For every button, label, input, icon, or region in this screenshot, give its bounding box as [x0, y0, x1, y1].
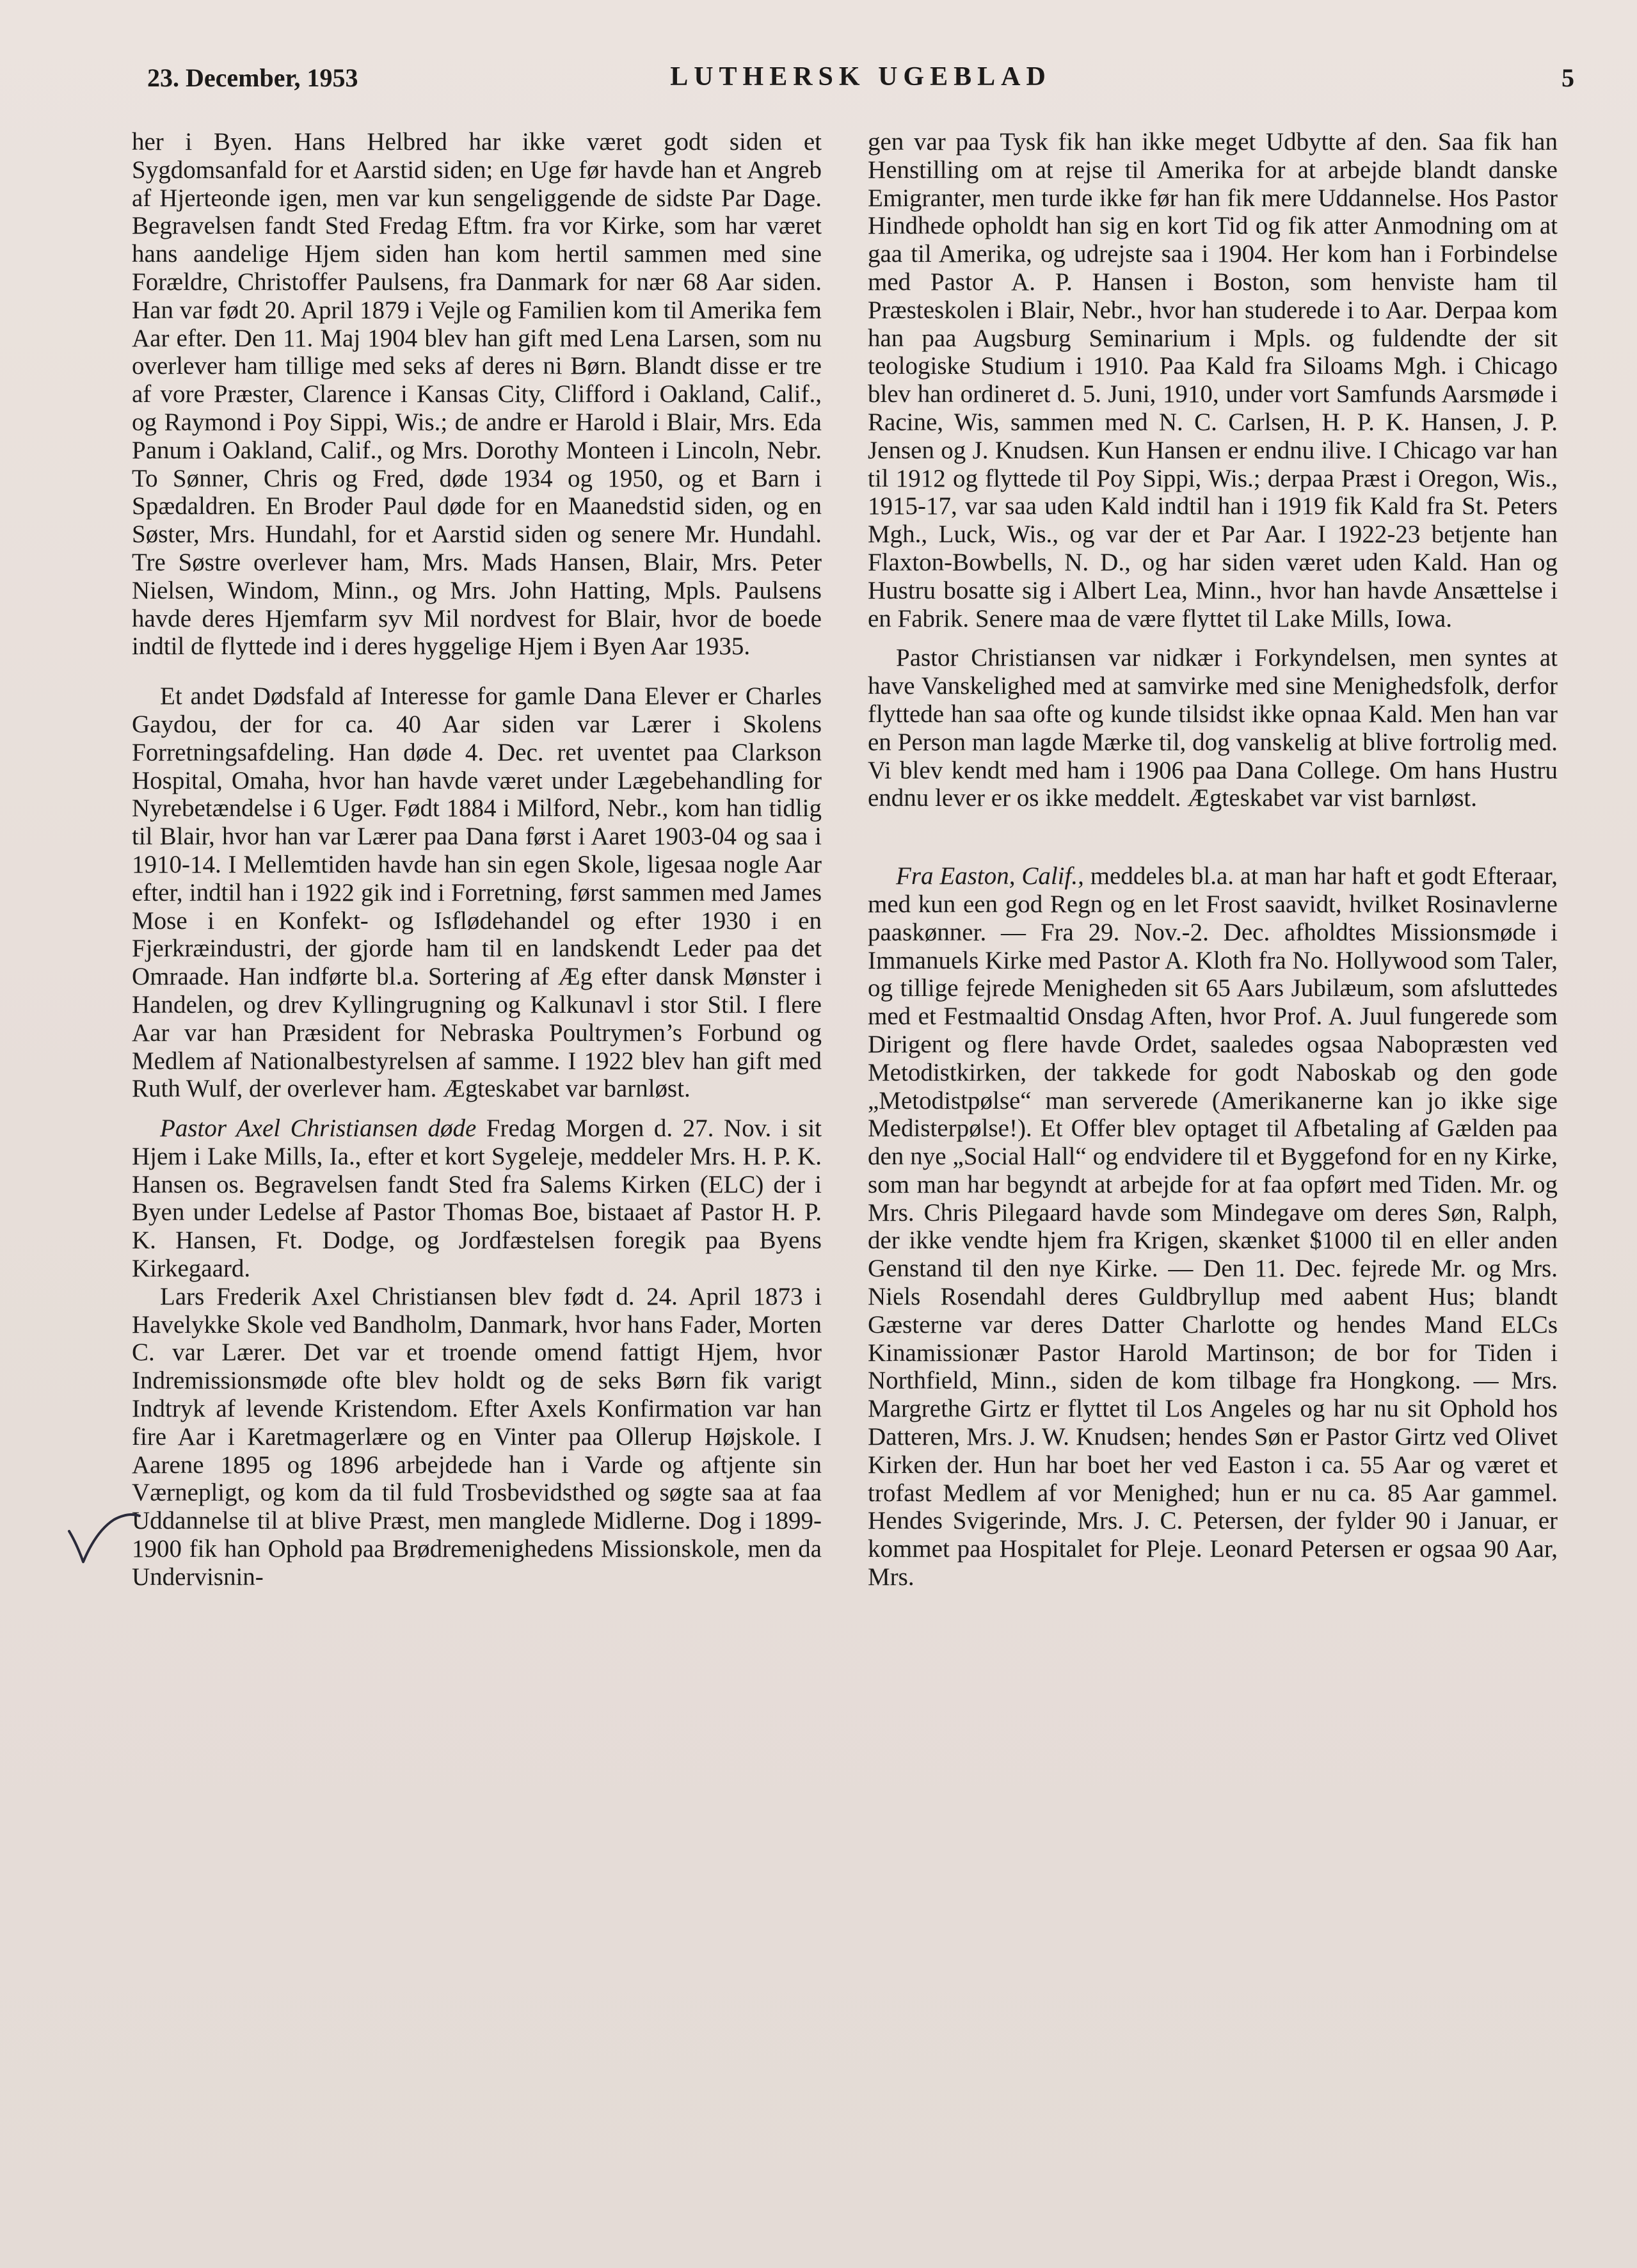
christiansen-character: Pastor Christiansen var nidkær i Forkyndelsen, men syntes at have Vanskelighed med at samvirke med sine Menighedsfolk, derfor flyttede han saa ofte og kunde tilsidst ikke opnaa Kald. Men han var en Person man lagde Mærke til, dog vanskelig at blive fortrolig med. Vi blev kendt med ham i 1906 paa Dana College. Om hans Hustru endnu lever er os ikke meddelt. Ægteskabet var vist barnløst.	[868, 644, 1558, 812]
handwritten-check-mark-icon	[64, 1506, 144, 1566]
gaydou-obituary: Et andet Dødsfald af Interesse for gamle Dana Elever er Charles Gaydou, der for ca. 40 Aar siden var Lærer i Skolens Forretningsafdeling. Han døde 4. Dec. ret uventet paa Clarkson Hospital, Omaha, hvor han havde været under Lægebehandling for Nyrebetændelse i 6 Uger. Født 1884 i Milford, Nebr., kom han tidlig til Blair, hvor han var Lærer paa Dana først i Aaret 1903-04 og saa i 1910-14. I Mellemtiden havde han sin egen Skole, ligesaa nogle Aar efter, indtil han i 1922 gik ind i Forretning, først sammen med James Mose i en Konfekt- og Isflødehandel og efter 1930 i en Fjerkræindustri, der gjorde ham til en landskendt Leder paa det Omraade. Han indførte bl.a. Sortering af Æg efter dansk Mønster i Handelen, og drev Kyllingrugning og Kalkunavl i stor Stil. I flere Aar var han Præsident for Nebraska Poultrymen’s Forbund og Medlem af Nationalbestyrelsen af samme. I 1922 blev han gift med Ruth Wulf, der overlever ham. Ægteskabet var barnløst.	[132, 682, 822, 1103]
issue-date: 23. December, 1953	[147, 63, 358, 92]
right-column	[868, 128, 1558, 1591]
left-column	[132, 128, 822, 1591]
page-number: 5	[1561, 63, 1574, 92]
easton-news	[868, 862, 1558, 1591]
christiansen-death-notice	[132, 1114, 822, 1283]
christiansen-notice-text: Fredag Morgen d. 27. Nov. i sit Hjem i Lake Mills, Ia., efter et kort Sygeleje, meddeler Mrs. H. P. K. Hansen os. Begravelsen fandt Sted fra Salems Kirken (ELC) der i Byen under Ledelse af Pastor Thomas Boe, bistaaet af Pastor H. P. K. Hansen, Ft. Dodge, og Jordfæstelsen foregik paa Byens Kirkegaard.	[132, 1114, 822, 1283]
easton-lead-text: Fra Easton, Calif.,	[896, 862, 1084, 890]
paulsen-obituary-continued: her i Byen. Hans Helbred har ikke været godt siden et Sygdomsanfald for et Aarstid siden; en Uge før havde han et Angreb af Hjerteonde igen, men var kun sengeliggende de sidste Par Dage. Begravelsen fandt Sted Fredag Eftm. fra vor Kirke, som har været hans aandelige Hjem siden han kom hertil sammen med sine Forældre, Christoffer Paulsens, fra Danmark for nær 68 Aar siden. Han var født 20. April 1879 i Vejle og Familien kom til Amerika fem Aar efter. Den 11. Maj 1904 blev han gift med Lena Larsen, som nu overlever ham tillige med seks af deres ni Børn. Blandt disse er tre af vore Præster, Clarence i Kansas City, Clifford i Oakland, Calif., og Raymond i Poy Sippi, Wis.; de andre er Harold i Blair, Mrs. Eda Panum i Oakland, Calif., og Mrs. Dorothy Monteen i Lincoln, Nebr. To Sønner, Chris og Fred, døde 1934 og 1950, og et Barn i Spædaldren. En Broder Paul døde for en Maanedstid siden, og en Søster, Mrs. Hundahl, for et Aarstid siden og senere Mr. Hundahl. Tre Søstre overlever ham, Mrs. Mads Hansen, Blair, Mrs. Peter Nielsen, Windom, Minn., og Mrs. John Hatting, Mpls. Paulsens havde deres Hjemfarm syv Mil nordvest for Blair, hvor de boede indtil de flyttede ind i deres hyggelige Hjem i Byen Aar 1935.	[132, 128, 822, 661]
christiansen-biography-continued: gen var paa Tysk fik han ikke meget Udbytte af den. Saa fik han Henstilling om at rejse til Amerika for at arbejde blandt danske Emigranter, men turde ikke før han fik mere Uddannelse. Hos Pastor Hindhede opholdt han sig en kort Tid og fik atter Anmodning om at gaa til Amerika, og udrejste saa i 1904. Her kom han i Forbindelse med Pastor A. P. Hansen i Boston, som henviste ham til Præsteskolen i Blair, Nebr., hvor han studerede i to Aar. Derpaa kom han paa Augsburg Seminarium i Mpls. og fuldendte der sit teologiske Studium i 1910. Paa Kald fra Siloams Mgh. i Chicago blev han ordineret d. 5. Juni, 1910, under vort Samfunds Aarsmøde i Racine, Wis, sammen med N. C. Carlsen, H. P. K. Hansen, J. P. Jensen og J. Knudsen. Kun Hansen er endnu ilive. I Chicago var han til 1912 og flyttede til Poy Sippi, Wis.; derpaa Præst i Oregon, Wis., 1915-17, var saa uden Kald indtil han i 1919 fik Kald fra St. Peters Mgh., Luck, Wis., og var der et Par Aar. I 1922-23 betjente han Flaxton-Bowbells, N. D., og har siden været uden Kald. Han og Hustru bosatte sig i Albert Lea, Minn., hvor han havde Ansættelse i en Fabrik. Senere maa de være flyttet til Lake Mills, Iowa.	[868, 128, 1558, 632]
easton-news-text: meddeles bl.a. at man har haft et godt Efteraar, med kun een god Regn og en let Frost saavidt, hvilket Rosinavlerne paaskønner. — Fra 29. Nov.-2. Dec. afholdtes Missionsmøde i Immanuels Kirke med Pastor A. Kloth fra No. Hollywood som Taler, og tillige fejrede Menigheden sit 65 Aars Jubilæum, som afsluttedes med et Festmaaltid Onsdag Aften, hvor Prof. A. Juul fungerede som Dirigent og flere havde Ordet, saaledes ogsaa Nabopræsten ved Metodistkirken, der takkede for godt Naboskab og den gode „Metodistpølse“ man serverede (Amerikanerne kan jo ikke sige Medisterpølse!). Et Offer blev optaget til Afbetaling af Gælden paa den nye „Social Hall“ og endvidere til et Byggefond for en ny Kirke, som man har begyndt at arbejde for at faa opført med Tiden. Mr. og Mrs. Chris Pilegaard havde som Mindegave om deres Søn, Ralph, der ikke vendte hjem fra Krigen, skænket $1000 til en eller anden Genstand til den nye Kirke. — Den 11. Dec. fejrede Mr. og Mrs. Niels Rosendahl deres Guldbryllup med aabent Hus; blandt Gæsterne var deres Datter Charlotte og hendes Mand ELCs Kinamissionær Pastor Harold Martinson; de bor for Tiden i Northfield, Minn., siden de kom tilbage fra Hongkong. — Mrs. Margrethe Girtz er flyttet til Los Angeles og har nu sit Ophold hos Datteren, Mrs. J. W. Knudsen; hendes Søn er Pastor Girtz ved Olivet Kirken der. Hun har boet her ved Easton i ca. 55 Aar og været et trofast Medlem af vor Menighed; hun er nu ca. 85 Aar gammel. Hendes Svigerinde, Mrs. J. C. Petersen, der fylder 90 i Januar, er kommet paa Hospitalet for Pleje. Leonard Petersen er ogsaa 90 Aar, Mrs.	[868, 862, 1558, 1591]
christiansen-biography: Lars Frederik Axel Christiansen blev født d. 24. April 1873 i Havelykke Skole ved Bandholm, Danmark, hvor hans Fader, Morten C. var Lærer. Det var et troende omend fattigt Hjem, hvor Indremissionsmøde ofte blev holdt og de seks Børn fik varigt Indtryk af levende Kristendom. Efter Axels Konfirmation var han fire Aar i Karetmagerlære og en Vinter paa Ollerup Højskole. I Aarene 1895 og 1896 arbejdede han i Varde og aftjente sin Værnepligt, og kom da til fuld Trosbevidsthed og søgte saa at faa Uddannelse til at blive Præst, men manglede Midlerne. Dog i 1899-1900 fik han Ophold paa Brødremenighedens Missionskole, men da Undervisnin-	[132, 1282, 822, 1591]
page-header	[147, 59, 1574, 104]
christiansen-lead-text: Pastor Axel Christiansen døde	[160, 1114, 477, 1143]
masthead-title: LUTHERSK UGEBLAD	[670, 62, 1051, 92]
